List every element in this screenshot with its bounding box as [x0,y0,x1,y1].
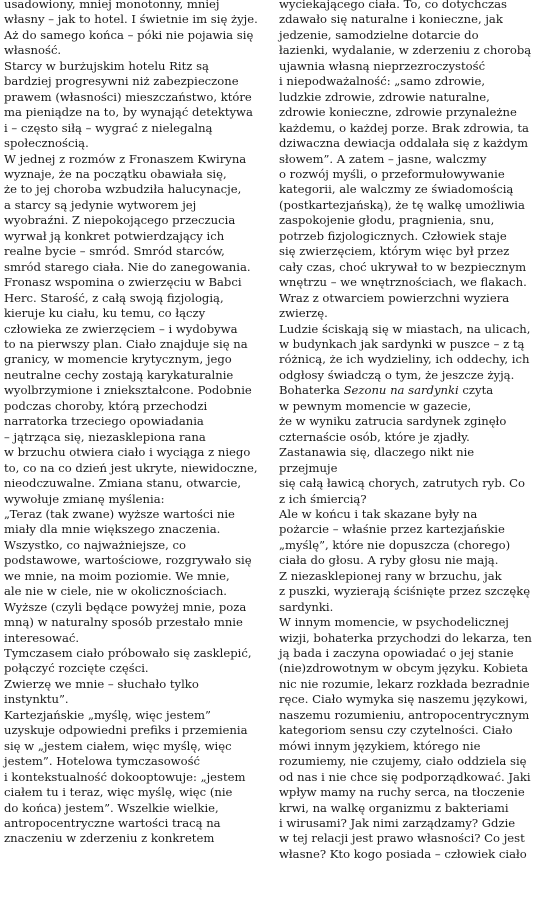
paragraph: Starcy w burżujskim hotelu Ritz są bardziej progresywni niż zabezpieczone prawem (własności) mieszczaństwo, które ma pieniądze na to, by wynająć detektywa i – często siłą – wygrać z nielegalną społecznością. [4,58,253,151]
left-text-column [4,0,266,847]
paragraph: Kartezjańskie „myślę, więc jestem” uzyskuje odpowiedni prefiks i przemienia się w „jestem ciałem, więc myślę, więc jestem”. Hotelowa tymczasowość i kontekstualność dokooptowuje: „jestem ciałem tu i teraz, więc myślę, więc (nie do końca) jestem”. Wszelkie wielkie, antropocentryczne wartości tracą na znaczeniu w zderzeniu z konkretem [4,707,248,846]
book-title: Sezonu na sardynki [343,383,459,398]
paragraph: W jednej z rozmów z Fronaszem Kwiryna wyznaje, że na początku obawiała się, że to jej choroba wzbudziła halucynacje, a starcy są jedynie wytworem jej wyobraźni. Z niepokojącego przeczucia wyrwał ją konkret potwierdzający ich realne bycie – smród. Smród starców, smród starego ciała. Nie do zanegowania. Fronasz wspomina o zwierzęciu w Babci Herc. Starość, z całą swoją fizjologią, kieruje ku ciału, ku temu, co łączy człowieka ze zwierzęciem – i wydobywa to na pierwszy plan. Ciało znajduje się na granicy, w momencie krytycznym, jego neutralne cechy zostają karykaturalnie wyolbrzymione i zniekształcone. Podobnie podczas choroby, którą przechodzi narratorka trzeciego opowiadania – jątrząca się, niezasklepiona rana w brzuchu otwiera ciało i wyciąga z niego to, co na co dzień jest ukryte, niewidoczne, nieodczuwalne. Zmiana stanu, otwarcie, wywołuje zmianę myślenia: [4,151,258,506]
paragraph: Ludzie ściskają się w miastach, na ulicach, w budynkach jak sardynki w puszce – z tą różnicą, że ich wydzieliny, ich oddechy, ich odgłosy świadczą o tym, że jeszcze żyją. [279,321,531,382]
paragraph: wyciekającego ciała. To, co dotychczas zdawało się naturalne i konieczne, jak jedzenie, samodzielne dotarcie do łazienki, wydalanie, w zderzeniu z chorobą ujawnia własną nieprzezroczystość i niepodważalność: „samo zdrowie, ludzkie zdrowie, zdrowie naturalne, zdrowie konieczne, zdrowie przynależne każdemu, o każdej porze. Brak zdrowia, ta dziwaczna dewiacja oddalała się z każdym słowem”. A zatem – jasne, walczmy o rozwój myśli, o przeformułowywanie kategorii, ale walczmy ze świadomością (postkartezjańską), że tę walkę umożliwia zaspokojenie głodu, pragnienia, snu, potrzeb fizjologicznych. Człowiek staje się zwierzęciem, którym więc był przez cały czas, choć ukrywał to w bezpiecznym wnętrzu – we wnętrznościach, we flakach. Wraz z otwarciem powierzchni wyziera zwierzę. [279,0,532,321]
paragraph: Ale w końcu i tak skazane były na pożarcie – właśnie przez kartezjańskie „myślę”, które nie dopuszcza (chorego) ciała do głosu. A ryby głosu nie mają. Z niezasklepionej rany w brzuchu, jak z puszki, wyzierają ściśnięte przez szczękę sardynki. [279,506,531,614]
paragraph: W innym momencie, w psychodelicznej wizji, bohaterka przychodzi do lekarza, ten ją bada i zaczyna opowiadać o jej stanie (nie)zdrowotnym w obcym języku. Kobieta nic nie rozumie, lekarz rozkłada bezradnie ręce. Ciało wymyka się naszemu językowi, naszemu rozumieniu, antropocentrycznym kategoriom sensu czy czytelności. Ciało mówi innym językiem, którego nie rozumiemy, nie czujemy, ciało oddziela się od nas i nie chce się podporządkować. Jaki wpływ mamy na ruchy serca, na tłoczenie krwi, na walkę organizmu z bakteriami i wirusami? Jak nimi zarządzamy? Gdzie w tej relacji jest prawo własności? Co jest własne? Kto kogo posiada – człowiek ciało [279,615,532,861]
paragraph-with-italic-title: Bohaterka Sezonu na sardynki czyta w pewnym momencie w gazecie, że w wyniku zatrucia sardynek zginęło czternaście osób, które je zjadły. Zastanawia się, dlaczego nikt nie przejmuje się całą ławicą chorych, zatrutych ryb. Co z ich śmiercią? [279,383,525,506]
quotation-paragraph: „Teraz (tak zwane) wyższe wartości nie miały dla mnie większego znaczenia. Wszystko, co najważniejsze, co podstawowe, wartościowe, rozgrywało się we mnie, na moim poziomie. We mnie, ale nie w ciele, nie w okolicznościach. Wyższe (czyli będące powyżej mnie, poza mną) w naturalny sposób przestało mnie interesować. [4,506,252,645]
paragraph: usadowiony, mniej monotonny, mniej własny – jak to hotel. I świetnie im się żyje. Aż do samego końca – póki nie pojawia się własność. [4,0,258,58]
quotation-paragraph: Zwierzę we mnie – słuchało tylko instynktu”. [4,676,199,707]
quotation-paragraph: Tymczasem ciało próbowało się zasklepić, połączyć rozcięte części. [4,646,252,676]
right-text-column [279,0,536,862]
